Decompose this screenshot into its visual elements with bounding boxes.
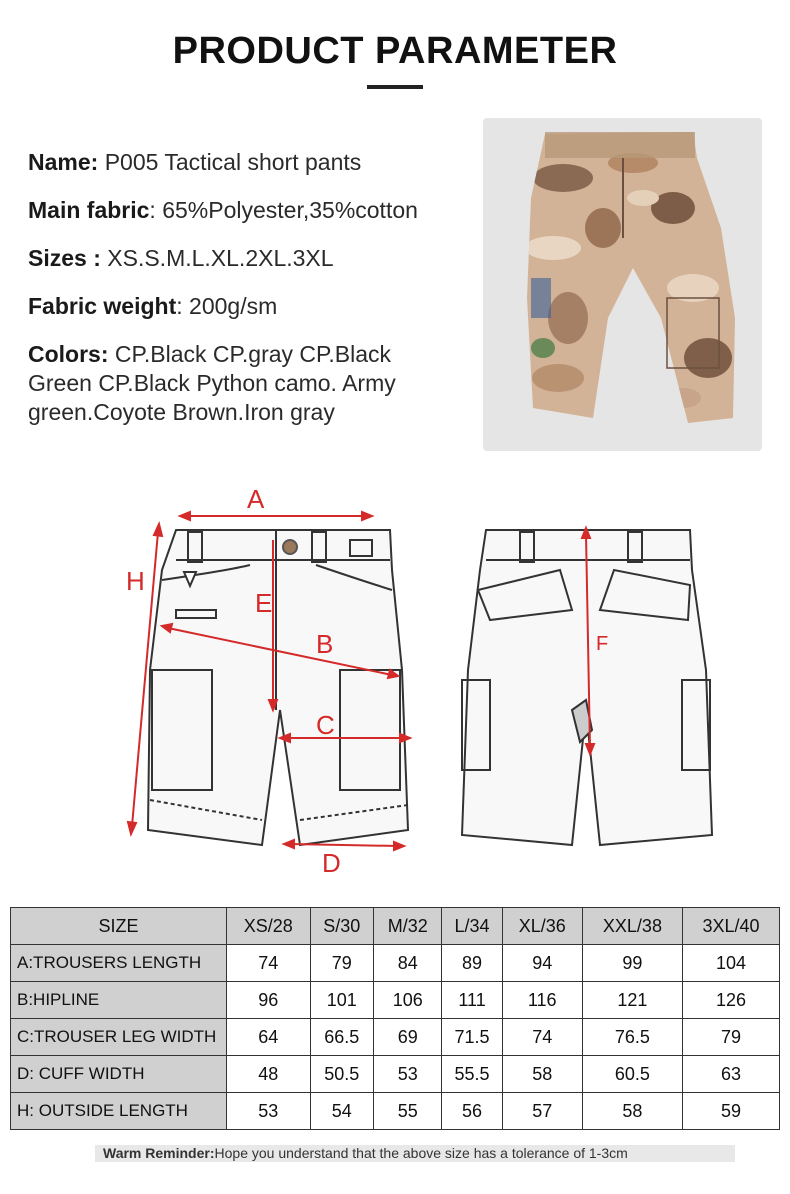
spec-sizes bbox=[28, 244, 468, 273]
spec-colors-value: CP.Black CP.gray CP.Black Green CP.Black Python camo. Army green.Coyote Brown.Iron gray bbox=[28, 341, 396, 425]
page-title: PRODUCT PARAMETER bbox=[172, 30, 618, 72]
size-col: L/34 bbox=[442, 908, 502, 945]
spec-colors-label: Colors: bbox=[28, 341, 109, 367]
cell: 89 bbox=[442, 945, 502, 982]
spec-sizes-value: XS.S.M.L.XL.2XL.3XL bbox=[100, 245, 334, 271]
cell: 58 bbox=[502, 1056, 582, 1093]
size-col: 3XL/40 bbox=[683, 908, 780, 945]
label-a: A bbox=[247, 484, 265, 514]
spec-fabric-value: : 65%Polyester,35%cotton bbox=[149, 197, 418, 223]
product-photo bbox=[483, 118, 762, 451]
spec-fabric-label: Main fabric bbox=[28, 197, 150, 223]
spec-name-value: P005 Tactical short pants bbox=[98, 149, 362, 175]
spec-fabric bbox=[28, 196, 468, 225]
size-header-label: SIZE bbox=[11, 908, 227, 945]
cell: 55 bbox=[374, 1093, 442, 1130]
row-label: B:HIPLINE bbox=[11, 982, 227, 1019]
spec-colors bbox=[28, 340, 448, 427]
label-c: C bbox=[316, 710, 335, 740]
label-b: B bbox=[316, 629, 334, 659]
warm-reminder bbox=[95, 1145, 735, 1162]
shorts-line-drawing bbox=[0, 470, 790, 890]
size-col: M/32 bbox=[374, 908, 442, 945]
title-underline bbox=[367, 85, 423, 89]
spec-name-label: Name: bbox=[28, 149, 99, 175]
row-label: A:TROUSERS LENGTH bbox=[11, 945, 227, 982]
cell: 74 bbox=[227, 945, 311, 982]
size-header-row bbox=[11, 908, 780, 945]
cell: 71.5 bbox=[442, 1019, 502, 1056]
cell: 79 bbox=[683, 1019, 780, 1056]
cell: 69 bbox=[374, 1019, 442, 1056]
cell: 66.5 bbox=[310, 1019, 373, 1056]
spec-weight-label: Fabric weight bbox=[28, 293, 177, 319]
size-table bbox=[10, 907, 780, 1130]
cell: 101 bbox=[310, 982, 373, 1019]
spec-sizes-label: Sizes : bbox=[28, 245, 101, 271]
cell: 53 bbox=[374, 1056, 442, 1093]
spec-name bbox=[28, 148, 468, 177]
cell: 84 bbox=[374, 945, 442, 982]
reminder-text: Hope you understand that the above size has a tolerance of 1-3cm bbox=[214, 1145, 628, 1161]
cell: 64 bbox=[227, 1019, 311, 1056]
table-row bbox=[11, 945, 780, 982]
camo-shorts-image bbox=[483, 118, 762, 451]
cell: 106 bbox=[374, 982, 442, 1019]
cell: 59 bbox=[683, 1093, 780, 1130]
front-view bbox=[148, 530, 408, 845]
cell: 126 bbox=[683, 982, 780, 1019]
cell: 50.5 bbox=[310, 1056, 373, 1093]
reminder-label: Warm Reminder: bbox=[103, 1145, 215, 1161]
cell: 63 bbox=[683, 1056, 780, 1093]
row-label: C:TROUSER LEG WIDTH bbox=[11, 1019, 227, 1056]
table-row bbox=[11, 1056, 780, 1093]
row-label: D: CUFF WIDTH bbox=[11, 1056, 227, 1093]
label-h: H bbox=[126, 566, 145, 596]
cell: 53 bbox=[227, 1093, 311, 1130]
table-row bbox=[11, 1093, 780, 1130]
spec-weight bbox=[28, 292, 468, 321]
cell: 58 bbox=[582, 1093, 682, 1130]
table-row bbox=[11, 1019, 780, 1056]
cell: 60.5 bbox=[582, 1056, 682, 1093]
size-col: S/30 bbox=[310, 908, 373, 945]
label-e: E bbox=[255, 588, 273, 618]
cell: 55.5 bbox=[442, 1056, 502, 1093]
cell: 96 bbox=[227, 982, 311, 1019]
cell: 76.5 bbox=[582, 1019, 682, 1056]
spec-list bbox=[28, 148, 468, 446]
cell: 116 bbox=[502, 982, 582, 1019]
cell: 94 bbox=[502, 945, 582, 982]
size-diagram bbox=[0, 470, 790, 890]
size-col: XXL/38 bbox=[582, 908, 682, 945]
cell: 111 bbox=[442, 982, 502, 1019]
cell: 99 bbox=[582, 945, 682, 982]
table-row bbox=[11, 982, 780, 1019]
size-col: XL/36 bbox=[502, 908, 582, 945]
cell: 48 bbox=[227, 1056, 311, 1093]
spec-weight-value: : 200g/sm bbox=[176, 293, 278, 319]
size-col: XS/28 bbox=[227, 908, 311, 945]
cell: 79 bbox=[310, 945, 373, 982]
label-d: D bbox=[322, 848, 341, 878]
label-f: F bbox=[596, 633, 609, 655]
cell: 121 bbox=[582, 982, 682, 1019]
row-label: H: OUTSIDE LENGTH bbox=[11, 1093, 227, 1130]
cell: 104 bbox=[683, 945, 780, 982]
cell: 54 bbox=[310, 1093, 373, 1130]
cell: 56 bbox=[442, 1093, 502, 1130]
cell: 57 bbox=[502, 1093, 582, 1130]
cell: 74 bbox=[502, 1019, 582, 1056]
